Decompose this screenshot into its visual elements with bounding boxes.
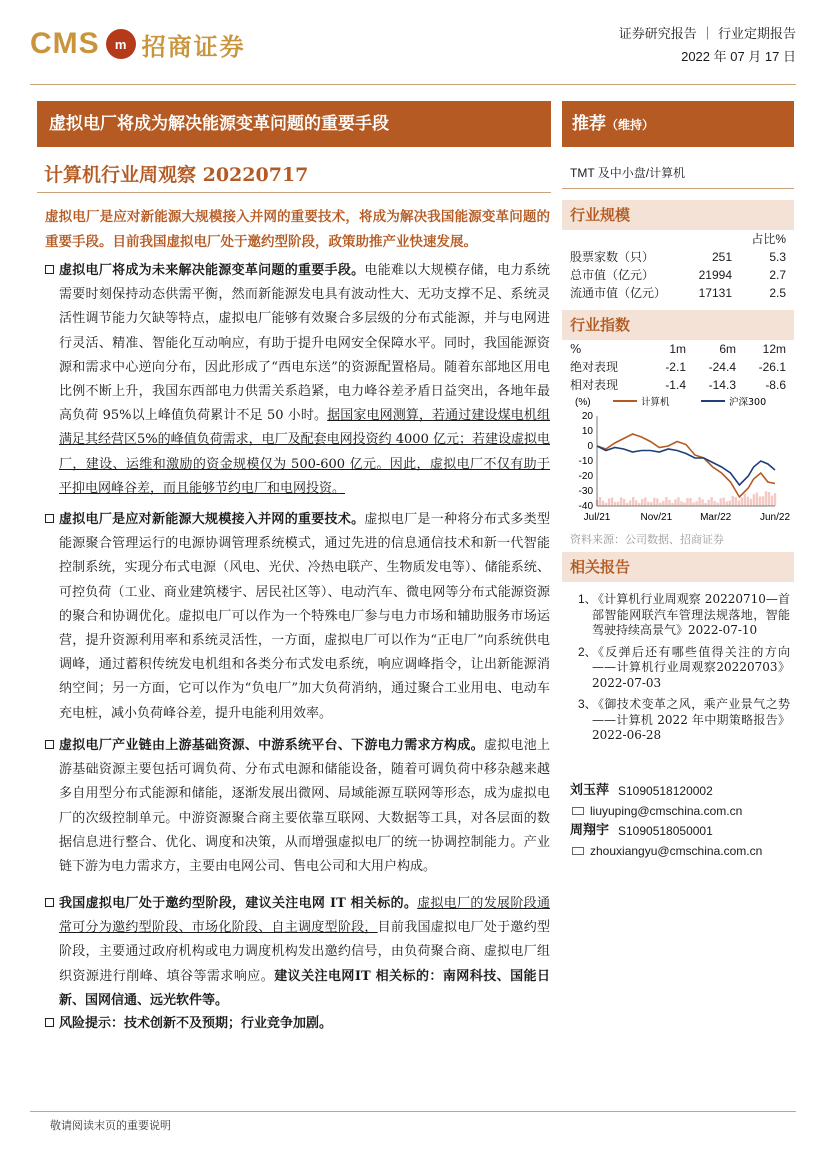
analyst-id: S1090518050001 bbox=[618, 824, 713, 838]
report-subtitle: 计算机行业周观察 20220717 bbox=[44, 164, 309, 186]
volume-bar bbox=[680, 501, 682, 506]
paragraph-text: 目前我国虚拟电厂处于邀约型阶段，主要通过政府机构或电力调度机构发出邀约信号，由负荷聚合商、虚拟电厂组织资源进行削峰、填谷等需求响应。 bbox=[59, 920, 550, 984]
analyst-id: S1090518120002 bbox=[618, 784, 713, 798]
index-section-header bbox=[562, 310, 794, 340]
y-tick-label: 0 bbox=[587, 441, 593, 452]
paragraph-underline: 据国家电网测算，若通过建设煤电机组满足其经营区5%的峰值负荷需求，电厂及配套电网投资约 4000 亿元；若建设虚拟电厂，建设、运维和激励的资金规模仅为 500-600 亿元。因此，虚拟电厂不仅有助于平抑电网峰谷差，而且能够节约电厂和电网投资。 bbox=[59, 408, 550, 496]
index-header: % bbox=[570, 342, 582, 356]
volume-bar bbox=[704, 503, 706, 506]
volume-bar bbox=[765, 491, 767, 506]
sector-label: TMT 及中小盘/计算机 bbox=[570, 166, 686, 180]
volume-bar bbox=[741, 497, 743, 506]
volume-bar bbox=[626, 503, 628, 506]
volume-bar bbox=[747, 497, 749, 506]
logo-cn: 招商证券 bbox=[141, 32, 246, 61]
y-tick-label: 20 bbox=[581, 411, 593, 422]
checkbox-bullet-icon bbox=[45, 740, 54, 749]
paragraph-4 bbox=[45, 892, 550, 1013]
reports-section-header bbox=[562, 552, 794, 582]
report-date: 2022 年 07 月 17 日 bbox=[681, 49, 796, 64]
volume-bar bbox=[774, 493, 776, 506]
row-value: 21994 bbox=[698, 268, 732, 282]
y-tick-label: -20 bbox=[578, 471, 593, 482]
report-text: 《御技术变革之风，乘产业景气之势 ——计算机 2022 年中期策略报告》2022-06-28 bbox=[592, 697, 790, 742]
table-row bbox=[570, 266, 786, 284]
index-header: 6m bbox=[719, 342, 736, 356]
header-divider bbox=[30, 84, 796, 85]
volume-bar bbox=[662, 501, 664, 506]
table-row bbox=[570, 376, 786, 394]
row-value: -14.3 bbox=[708, 378, 736, 392]
volume-bar bbox=[768, 492, 770, 506]
reports-title: 相关报告 bbox=[570, 558, 631, 576]
y-tick-label: -10 bbox=[578, 456, 593, 467]
company-logo bbox=[30, 26, 246, 62]
x-tick-label: Nov/21 bbox=[640, 512, 673, 523]
index-chart bbox=[565, 394, 795, 529]
volume-bar bbox=[629, 500, 631, 506]
list-item[interactable] bbox=[578, 592, 790, 639]
row-value: -1.4 bbox=[665, 378, 686, 392]
related-reports bbox=[578, 592, 790, 750]
index-table bbox=[570, 340, 786, 394]
series-line bbox=[597, 446, 775, 485]
index-header: 1m bbox=[669, 342, 686, 356]
volume-bar bbox=[738, 501, 740, 506]
volume-bar bbox=[729, 501, 731, 506]
row-pct: 2.7 bbox=[769, 268, 786, 282]
paragraph-tail: 建议关注电网IT 相关标的：南网科技、国能日新、国网信通、远光软件等。 bbox=[59, 968, 550, 1008]
list-item[interactable] bbox=[578, 645, 790, 692]
row-value: -8.6 bbox=[765, 378, 786, 392]
volume-bar bbox=[623, 499, 625, 506]
report-text: 《反弹后还有哪些值得关注的方向——计算机行业周观察20220703》2022-07-03 bbox=[592, 644, 790, 690]
scale-section-header bbox=[562, 200, 794, 230]
volume-bar bbox=[644, 497, 646, 506]
checkbox-bullet-icon bbox=[45, 1018, 54, 1027]
row-pct: 5.3 bbox=[769, 250, 786, 264]
volume-bar bbox=[716, 503, 718, 506]
volume-bar bbox=[701, 499, 703, 506]
paragraph-lead: 风险提示：技术创新不及预期；行业竞争加剧。 bbox=[59, 1016, 333, 1031]
analysts bbox=[570, 781, 792, 861]
paragraph-text: 电能难以大规模存储，电力系统需要时刻保持动态供需平衡，然而新能源发电具有波动性大、无功支撑不足、系统灵活性调节能力欠缺等特点，虚拟电厂能够有效聚合多层级的分布式能源，并与电网进行灵活、精准、智能化互动响应，有助于提升电网安全保障水平。同时，我国能源资源和需求中心逆向分布，因此形成了“西电东送”的资源配置格局。随着东部地区用电比例不断上升，我国东西部电力供需关系趋紧，电力峰谷差矛盾日益突出，各地年最高负荷 95%以上峰值负荷累计不足 50 小时。 bbox=[59, 263, 550, 424]
volume-bar bbox=[605, 503, 607, 506]
volume-bar bbox=[726, 502, 728, 506]
row-value: -2.1 bbox=[665, 360, 686, 374]
volume-bar bbox=[602, 501, 604, 506]
legend-label: 计算机 bbox=[641, 397, 670, 408]
y-tick-label: 10 bbox=[581, 426, 593, 437]
volume-bar bbox=[656, 498, 658, 506]
table-row bbox=[570, 284, 786, 302]
paragraph-3 bbox=[45, 734, 550, 879]
volume-bar bbox=[671, 503, 673, 506]
report-number: 1、 bbox=[578, 592, 597, 606]
volume-bar bbox=[762, 496, 764, 506]
row-value: -26.1 bbox=[758, 360, 786, 374]
subtitle-divider bbox=[37, 192, 551, 193]
volume-bar bbox=[683, 502, 685, 506]
volume-bar bbox=[753, 494, 755, 506]
volume-bar bbox=[756, 493, 758, 506]
volume-bar bbox=[698, 497, 700, 506]
report-text: 《计算机行业周观察 20220710—首部智能网联汽车管理法规落地，智能驾驶持续高景气》2022-07-10 bbox=[592, 592, 790, 637]
volume-bar bbox=[632, 497, 634, 506]
y-axis-label: (%) bbox=[575, 397, 591, 408]
chart-source: 资料来源：公司数据、招商证券 bbox=[570, 533, 724, 546]
volume-bar bbox=[599, 497, 601, 506]
volume-bar bbox=[647, 502, 649, 506]
row-value: 17131 bbox=[698, 286, 732, 300]
report-title: 虚拟电厂将成为解决能源变革问题的重要手段 bbox=[37, 101, 551, 147]
volume-bar bbox=[735, 497, 737, 506]
header-meta bbox=[619, 24, 796, 68]
row-value: -24.4 bbox=[708, 360, 736, 374]
paragraph-underline: 虚拟电厂的发展阶段通常可分为邀约型阶段、市场化阶段、自主调度型阶段， bbox=[59, 896, 550, 936]
x-tick-label: Mar/22 bbox=[700, 512, 732, 523]
paragraph-lead: 虚拟电厂将成为未来解决能源变革问题的重要手段。 bbox=[59, 263, 365, 278]
legend-label: 沪深300 bbox=[729, 397, 767, 408]
volume-bar bbox=[710, 497, 712, 506]
scale-table bbox=[570, 230, 786, 302]
sector-divider bbox=[562, 188, 794, 189]
envelope-icon bbox=[572, 807, 584, 815]
report-type: 证券研究报告 ｜ 行业定期报告 bbox=[618, 27, 796, 42]
volume-bar bbox=[650, 502, 652, 506]
paragraph-risk bbox=[45, 1012, 550, 1036]
volume-bar bbox=[614, 502, 616, 506]
row-label: 绝对表现 bbox=[570, 360, 619, 374]
volume-bar bbox=[719, 498, 721, 506]
analyst-email[interactable]: zhouxiangyu@cmschina.com.cn bbox=[590, 844, 763, 858]
envelope-icon bbox=[572, 847, 584, 855]
scale-title: 行业规模 bbox=[570, 206, 631, 224]
analyst-name: 刘玉萍 bbox=[570, 783, 610, 798]
index-title: 行业指数 bbox=[570, 316, 631, 334]
table-row bbox=[570, 248, 786, 266]
volume-bar bbox=[611, 498, 613, 506]
report-number: 2、 bbox=[578, 644, 597, 659]
volume-bar bbox=[635, 500, 637, 506]
volume-bar bbox=[659, 503, 661, 506]
checkbox-bullet-icon bbox=[45, 514, 54, 523]
volume-bar bbox=[653, 498, 655, 506]
logo-badge-icon: m bbox=[106, 29, 136, 59]
footer-divider bbox=[30, 1111, 796, 1112]
list-item[interactable] bbox=[578, 697, 790, 744]
row-value: 251 bbox=[711, 250, 732, 264]
volume-bar bbox=[638, 503, 640, 506]
volume-bar bbox=[668, 500, 670, 506]
checkbox-bullet-icon bbox=[45, 898, 54, 907]
volume-bar bbox=[689, 498, 691, 506]
x-tick-label: Jul/21 bbox=[583, 512, 611, 523]
table-row bbox=[570, 358, 786, 376]
paragraph-text: 虚拟电厂是一种将分布式多类型能源聚合管理运行的电源协调管理系统模式，通过先进的信息通信技术和新一代智能控制系统，实现分布式电源（风电、光伏、冷热电联产、生物质发电等）、储能系统、可控负荷（工业、商业建筑楼宇、居民社区等）、电动汽车、微电网等分布式能源资源的聚合和协调优化。虚拟电厂可以作为一个特殊电厂参与电力市场和辅助服务市场运营，提升资源利用率和系统灵活性，一方面，虚拟电厂可以作为“正电厂”向系统供电调峰，通过蓄积传统发电机组和各类分布式发电系统，响应调峰指令，让出新能源消纳空间；另一方面，它可以作为“负电厂”加大负荷消纳，通过聚合工业用电、电动车充电桩，减小负荷峰谷差，提升电能利用效率。 bbox=[59, 512, 550, 721]
volume-bar bbox=[695, 501, 697, 506]
volume-bar bbox=[617, 502, 619, 506]
row-label: 股票家数（只） bbox=[570, 250, 655, 264]
volume-bar bbox=[641, 499, 643, 506]
volume-bar bbox=[674, 499, 676, 506]
x-tick-label: Jun/22 bbox=[759, 512, 791, 523]
scale-header-pct: 占比% bbox=[751, 232, 786, 246]
paragraph-lead: 我国虚拟电厂处于邀约型阶段，建议关注电网 IT 相关标的。 bbox=[59, 896, 418, 911]
volume-bar bbox=[608, 499, 610, 506]
y-tick-label: -30 bbox=[578, 486, 593, 497]
volume-bar bbox=[723, 497, 725, 506]
volume-bar bbox=[686, 498, 688, 506]
volume-bar bbox=[744, 494, 746, 506]
rating-note: （维持） bbox=[606, 118, 655, 132]
report-number: 3、 bbox=[578, 697, 597, 711]
row-label: 相对表现 bbox=[570, 378, 619, 392]
analyst-email[interactable]: liuyuping@cmschina.com.cn bbox=[590, 804, 743, 818]
analyst-name: 周翔宇 bbox=[570, 823, 610, 838]
report-summary: 虚拟电厂是应对新能源大规模接入并网的重要技术，将成为解决我国能源变革问题的重要手段。目前我国虚拟电厂处于邀约型阶段，政策助推产业快速发展。 bbox=[45, 209, 550, 250]
rating-label: 推荐 bbox=[572, 114, 606, 134]
series-line bbox=[597, 434, 775, 497]
rating-badge bbox=[562, 101, 794, 147]
volume-bar bbox=[620, 497, 622, 506]
logo-cms: CMS bbox=[30, 27, 100, 60]
paragraph-lead: 虚拟电厂产业链由上游基础资源、中游系统平台、下游电力需求方构成。 bbox=[59, 738, 484, 753]
volume-bar bbox=[677, 497, 679, 506]
index-header: 12m bbox=[762, 342, 786, 356]
volume-bar bbox=[750, 499, 752, 506]
volume-bar bbox=[732, 496, 734, 506]
footer-note: 敬请阅读末页的重要说明 bbox=[50, 1119, 171, 1132]
paragraph-text: 虚拟电池上游基础资源主要包括可调负荷、分布式电源和储能设备，随着可调负荷中移杂越来越多自用型分布式能源和储能，逐渐发展出微网、局域能源互联网等形态，成为虚拟电厂的次级控制单元。中游资源聚合商主要依靠互联网、大数据等工具，对各层面的数据信息进行整合、优化、调度和决策，从而增强虚拟电厂的统一协调控制能力。产业链下游为电力需求方，主要由电网公司、售电公司和大用户构成。 bbox=[59, 738, 550, 875]
row-pct: 2.5 bbox=[769, 286, 786, 300]
row-label: 总市值（亿元） bbox=[570, 268, 655, 282]
row-label: 流通市值（亿元） bbox=[570, 286, 667, 300]
y-tick-label: -40 bbox=[578, 501, 593, 512]
paragraph-2 bbox=[45, 508, 550, 726]
volume-bar bbox=[713, 501, 715, 506]
volume-bar bbox=[707, 500, 709, 506]
volume-bar bbox=[771, 496, 773, 506]
paragraph-lead: 虚拟电厂是应对新能源大规模接入并网的重要技术。 bbox=[59, 512, 365, 527]
paragraph-1 bbox=[45, 259, 550, 501]
volume-bar bbox=[692, 503, 694, 506]
checkbox-bullet-icon bbox=[45, 265, 54, 274]
volume-bar bbox=[759, 497, 761, 506]
volume-bar bbox=[665, 497, 667, 506]
